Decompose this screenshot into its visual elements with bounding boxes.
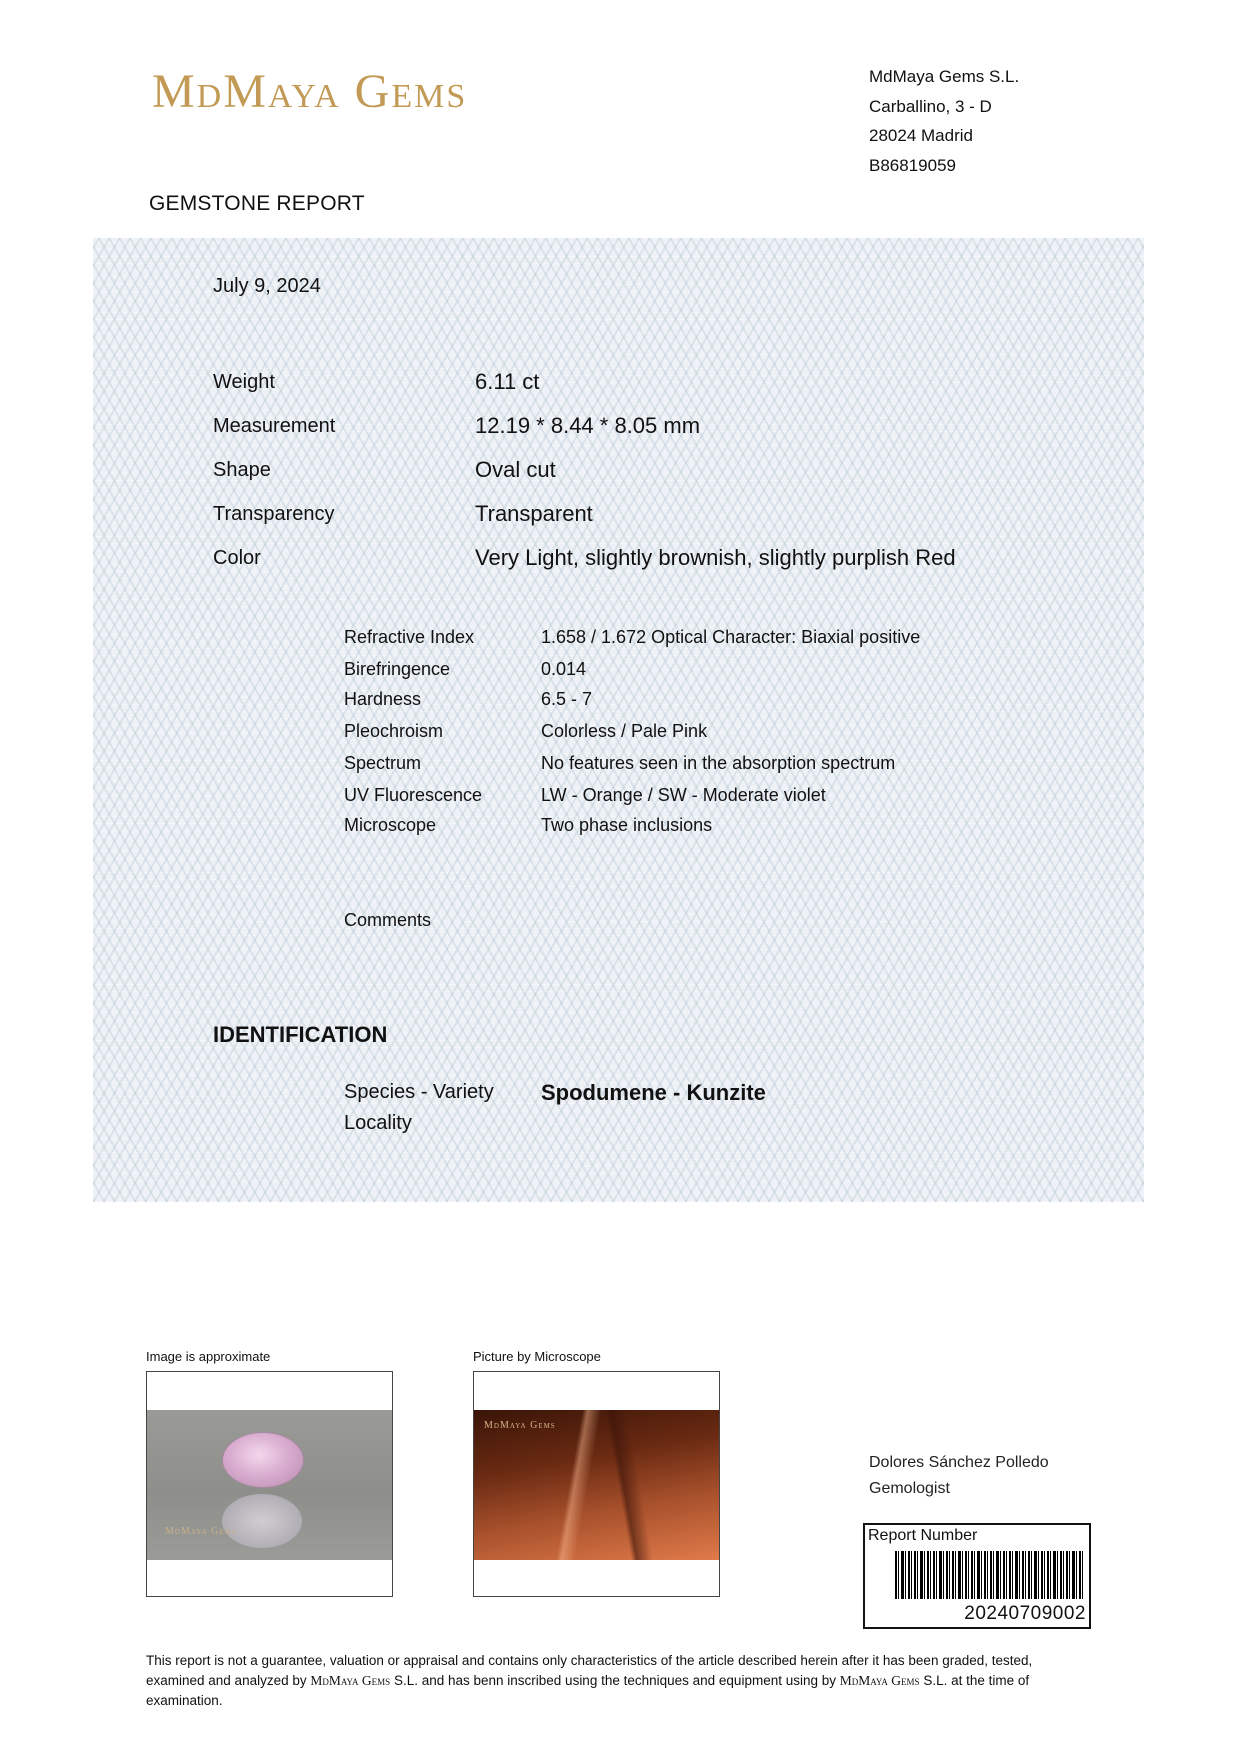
gem-property-value: Two phase inclusions bbox=[541, 815, 713, 835]
property-label-shape: Shape bbox=[213, 459, 271, 481]
disclaimer-part: This report is not a guarantee, valuation or appraisal and contains only characteristics of the article described herein after it has been graded, tested, examined and analyzed by bbox=[146, 1653, 1033, 1688]
report-number-box bbox=[863, 1523, 1091, 1629]
report-date: July 9, 2024 bbox=[213, 275, 321, 297]
disclaimer-company: MdMaya Gems bbox=[310, 1673, 391, 1688]
disclaimer-company: MdMaya Gems bbox=[839, 1673, 920, 1688]
disclaimer-part: S.L. at the time of examination. bbox=[146, 1673, 1030, 1708]
company-address bbox=[869, 62, 1019, 180]
company-logo: MdMaya Gems bbox=[152, 65, 468, 118]
microscope-photo-watermark: MdMaya Gems bbox=[484, 1420, 556, 1431]
gem-photo-watermark: MdMaya Gems bbox=[165, 1526, 237, 1537]
comments-label: Comments bbox=[344, 910, 432, 930]
property-value-transparency: Transparent bbox=[475, 501, 593, 526]
gemologist-signature bbox=[869, 1450, 1049, 1502]
gem-property-value: 0.014 bbox=[541, 659, 587, 679]
gem-property-value: Colorless / Pale Pink bbox=[541, 721, 708, 741]
gem-image-frame bbox=[146, 1371, 393, 1597]
gem-property-value: 1.658 / 1.672 Optical Character: Biaxial positive bbox=[541, 627, 921, 647]
address-line: MdMaya Gems S.L. bbox=[869, 67, 1020, 86]
gem-property-value: LW - Orange / SW - Moderate violet bbox=[541, 785, 826, 805]
microscope-photo bbox=[474, 1410, 719, 1560]
property-value-shape: Oval cut bbox=[475, 457, 556, 482]
gemologist-role: Gemologist bbox=[869, 1480, 950, 1497]
gem-property-label: UV Fluorescence bbox=[344, 785, 483, 805]
property-label-transparency: Transparency bbox=[213, 503, 335, 525]
address-line: Carballino, 3 - D bbox=[869, 96, 992, 116]
gemstone-image bbox=[222, 1432, 304, 1488]
report-title: GEMSTONE REPORT bbox=[149, 192, 365, 215]
gem-property-label: Microscope bbox=[344, 815, 437, 835]
property-label-measurement: Measurement bbox=[213, 415, 336, 437]
identification-heading: IDENTIFICATION bbox=[213, 1022, 388, 1047]
microscope-image-caption: Picture by Microscope bbox=[473, 1349, 601, 1364]
disclaimer-part: S.L. and has benn inscribed using the techniques and equipment using by bbox=[390, 1673, 840, 1688]
barcode bbox=[895, 1551, 1083, 1599]
property-label-color: Color bbox=[213, 547, 261, 569]
gem-property-label: Pleochroism bbox=[344, 721, 444, 741]
locality-label: Locality bbox=[344, 1112, 412, 1134]
property-label-weight: Weight bbox=[213, 371, 275, 393]
species-variety-label: Species - Variety bbox=[344, 1081, 494, 1103]
property-value-weight: 6.11 ct bbox=[475, 369, 540, 394]
gem-photo bbox=[147, 1410, 392, 1560]
address-line: 28024 Madrid bbox=[869, 126, 973, 145]
gemstone-reflection bbox=[222, 1494, 302, 1548]
gem-property-label: Spectrum bbox=[344, 753, 422, 773]
species-variety-value: Spodumene - Kunzite bbox=[541, 1080, 766, 1105]
report-number-value: 20240709002 bbox=[964, 1603, 1086, 1624]
property-value-measurement: 12.19 * 8.44 * 8.05 mm bbox=[475, 413, 701, 438]
gemologist-name: Dolores Sánchez Polledo bbox=[869, 1454, 1049, 1471]
gem-property-label: Birefringence bbox=[344, 659, 451, 679]
gem-property-value: 6.5 - 7 bbox=[541, 689, 593, 709]
address-line: B86819059 bbox=[869, 155, 956, 175]
property-value-color: Very Light, slightly brownish, slightly purplish Red bbox=[475, 545, 956, 570]
gem-image-caption: Image is approximate bbox=[146, 1349, 271, 1364]
report-number-label: Report Number bbox=[868, 1527, 978, 1544]
gem-property-value: No features seen in the absorption spectrum bbox=[541, 753, 896, 773]
disclaimer-text bbox=[146, 1651, 1086, 1711]
gem-property-label: Refractive Index bbox=[344, 627, 475, 647]
gem-property-label: Hardness bbox=[344, 689, 422, 709]
microscope-image-frame bbox=[473, 1371, 720, 1597]
